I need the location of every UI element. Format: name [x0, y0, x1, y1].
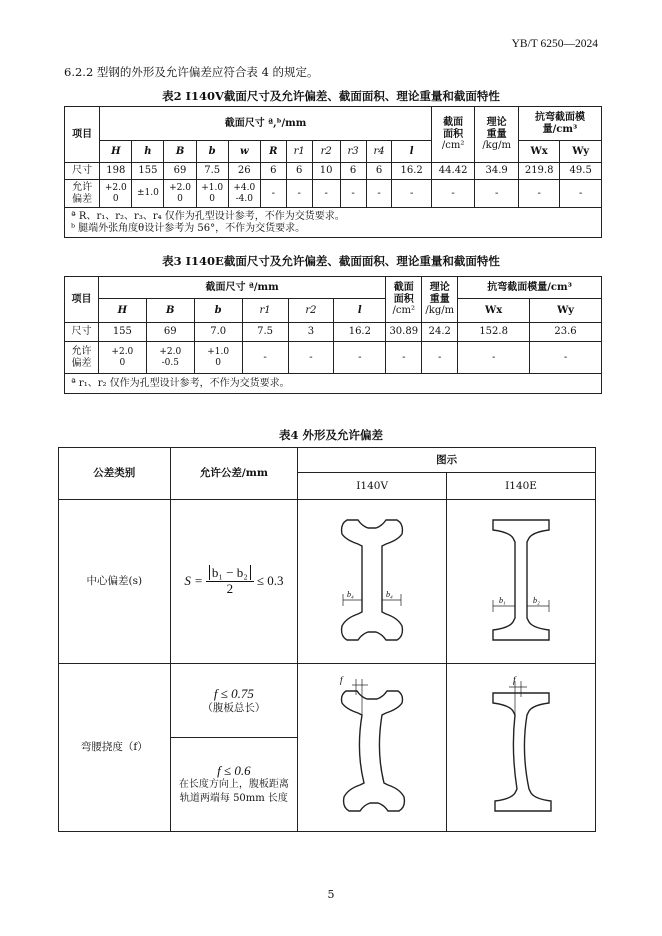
t3-row-tol [65, 342, 602, 374]
table-cell: +1.0 0 [196, 180, 228, 208]
t4-col-figure: 图示 [298, 448, 596, 473]
table-cell: - [530, 342, 602, 374]
svg-text:b₁: b₁ [499, 595, 506, 605]
table-cell: 7.5 [242, 323, 288, 342]
t2-col-Wx: Wx [518, 141, 559, 163]
table-cell: 69 [164, 163, 196, 180]
t3-dim-header: 截面尺寸 ª/mm [98, 277, 385, 299]
t3-col-b: b [194, 299, 242, 323]
table-cell: 155 [132, 163, 164, 180]
table-cell: 44.42 [431, 163, 475, 180]
page-number: 5 [327, 888, 335, 901]
table-cell: +2.0 0 [98, 342, 146, 374]
table-cell: - [560, 180, 602, 208]
table-cell: +2.0 0 [100, 180, 132, 208]
t2-tol-label: 允许 偏差 [65, 180, 100, 208]
t3-tol-label: 允许 偏差 [65, 342, 99, 374]
t4-row2-tol-a: f ≤ 0.75 （腹板总长） [170, 664, 298, 738]
table-cell: - [386, 342, 422, 374]
t3-modulus-header: 抗弯截面模量/cm³ [458, 277, 602, 299]
t2-col-R: R [260, 141, 286, 163]
table-cell: +4.0 -4.0 [228, 180, 260, 208]
table-cell: - [312, 180, 340, 208]
table-cell: 23.6 [530, 323, 602, 342]
t4-row2-label: 弯腰挠度（f） [59, 664, 171, 832]
table2 [64, 106, 602, 238]
t3-item-header: 项目 [65, 277, 99, 323]
i140v-bend-figure [312, 671, 432, 821]
table-cell: - [392, 180, 431, 208]
i140v-section-figure [312, 510, 432, 650]
table-cell: +2.0 -0.5 [146, 342, 194, 374]
t2-size-label: 尺寸 [65, 163, 100, 180]
table-cell: 152.8 [458, 323, 530, 342]
i140e-bend-figure [461, 671, 581, 821]
t2-dim-header: 截面尺寸 ª,ᵇ/mm [100, 107, 432, 141]
t2-modulus-header: 抗弯截面模 量/cm³ [518, 107, 601, 141]
t2-item-header: 项目 [65, 107, 100, 163]
table3-caption: 表3 I140E截面尺寸及允许偏差、截面面积、理论重量和截面特性 [162, 254, 500, 268]
t2-col-w: w [228, 141, 260, 163]
table4 [58, 447, 596, 832]
table-cell: 155 [98, 323, 146, 342]
t2-col-b: b [196, 141, 228, 163]
table-cell: 6 [366, 163, 392, 180]
t2-col-r3: r3 [340, 141, 366, 163]
t2-row-tol [65, 180, 602, 208]
table-cell: 69 [146, 323, 194, 342]
t3-col-B: B [146, 299, 194, 323]
table-cell: 16.2 [334, 323, 386, 342]
table-cell: - [242, 342, 288, 374]
t2-col-H: H [100, 141, 132, 163]
t3-col-Wy: Wy [530, 299, 602, 323]
t3-col-H: H [98, 299, 146, 323]
table-cell: - [431, 180, 475, 208]
document-header: YB/T 6250—2024 [511, 38, 598, 50]
table-cell: ±1.0 [132, 180, 164, 208]
t2-col-r1: r1 [286, 141, 312, 163]
t2-col-B: B [164, 141, 196, 163]
t3-col-l: l [334, 299, 386, 323]
table-cell: 198 [100, 163, 132, 180]
table-cell: 6 [340, 163, 366, 180]
table-cell: - [475, 180, 519, 208]
table-cell: 7.0 [194, 323, 242, 342]
svg-text:b₂: b₂ [533, 595, 540, 605]
table-cell: +2.0 0 [164, 180, 196, 208]
table-cell: - [422, 342, 458, 374]
clause-text: 6.2.2 型钢的外形及允许偏差应符合表 4 的规定。 [64, 65, 319, 79]
t3-weight-header: 理论 重量 /kg/m [422, 277, 458, 323]
table-cell: +1.0 0 [194, 342, 242, 374]
t4-col-category: 公差类别 [59, 448, 171, 500]
svg-text:b₄: b₄ [347, 589, 354, 599]
t2-col-Wy: Wy [560, 141, 602, 163]
t2-col-r4: r4 [366, 141, 392, 163]
t4-row1-formula: S = $\frac{\text{b₁ − b₂}}{2}$ ≤ 0.3 [170, 500, 298, 664]
table-cell: 7.5 [196, 163, 228, 180]
t2-weight-header: 理论 重量 /kg/m [475, 107, 519, 163]
table-cell: 49.5 [560, 163, 602, 180]
t3-col-r2: r2 [288, 299, 334, 323]
t2-notes: ª R、r₁、r₂、r₃、r₄ 仅作为孔型设计参考，不作为交货要求。 ᵇ 腿端外张角度θ设计参考为 56°，不作为交货要求。 [65, 208, 602, 238]
t4-row2-figure-e [447, 664, 596, 832]
t4-sub-i140v: I140V [298, 473, 447, 500]
table-cell: 6 [286, 163, 312, 180]
table-cell: 3 [288, 323, 334, 342]
table-cell: 219.8 [518, 163, 559, 180]
t4-sub-i140e: I140E [447, 473, 596, 500]
t2-col-h: h [132, 141, 164, 163]
table2-caption: 表2 I140V截面尺寸及允许偏差、截面面积、理论重量和截面特性 [162, 89, 500, 103]
t4-col-tolerance: 允许公差/mm [170, 448, 298, 500]
table-cell: - [366, 180, 392, 208]
svg-text:f: f [513, 674, 516, 685]
t3-row-size [65, 323, 602, 342]
table-cell: - [518, 180, 559, 208]
t3-col-r1: r1 [242, 299, 288, 323]
table-cell: - [340, 180, 366, 208]
t3-notes: ª r₁、r₂ 仅作为孔型设计参考，不作为交货要求。 [65, 374, 602, 394]
table-cell: - [286, 180, 312, 208]
t2-area-header: 截面 面积 /cm² [431, 107, 475, 163]
t4-row2-figure-v [298, 664, 447, 832]
t3-col-Wx: Wx [458, 299, 530, 323]
table-cell: - [334, 342, 386, 374]
table-cell: 24.2 [422, 323, 458, 342]
t4-row1-figure-e [447, 500, 596, 664]
table-cell: - [288, 342, 334, 374]
t3-size-label: 尺寸 [65, 323, 99, 342]
table-cell: - [260, 180, 286, 208]
table-cell: 6 [260, 163, 286, 180]
svg-text:b₄: b₄ [386, 589, 393, 599]
t4-row1-figure-v [298, 500, 447, 664]
table-cell: 34.9 [475, 163, 519, 180]
table-cell: 16.2 [392, 163, 431, 180]
t2-col-l: l [392, 141, 431, 163]
t4-row1-label: 中心偏差(s) [59, 500, 171, 664]
svg-text:f: f [340, 674, 343, 685]
t4-row2-tol-b: f ≤ 0.6 在长度方向上，腹板距离轨道两端每 50mm 长度 [170, 738, 298, 832]
table-cell: 10 [312, 163, 340, 180]
t2-row-size [65, 163, 602, 180]
table-cell: - [458, 342, 530, 374]
table3 [64, 276, 602, 394]
table4-caption: 表4 外形及允许偏差 [278, 428, 383, 442]
t2-col-r2: r2 [312, 141, 340, 163]
t3-area-header: 截面 面积 /cm² [386, 277, 422, 323]
table-cell: 26 [228, 163, 260, 180]
i140e-section-figure [461, 510, 581, 650]
table-cell: 30.89 [386, 323, 422, 342]
